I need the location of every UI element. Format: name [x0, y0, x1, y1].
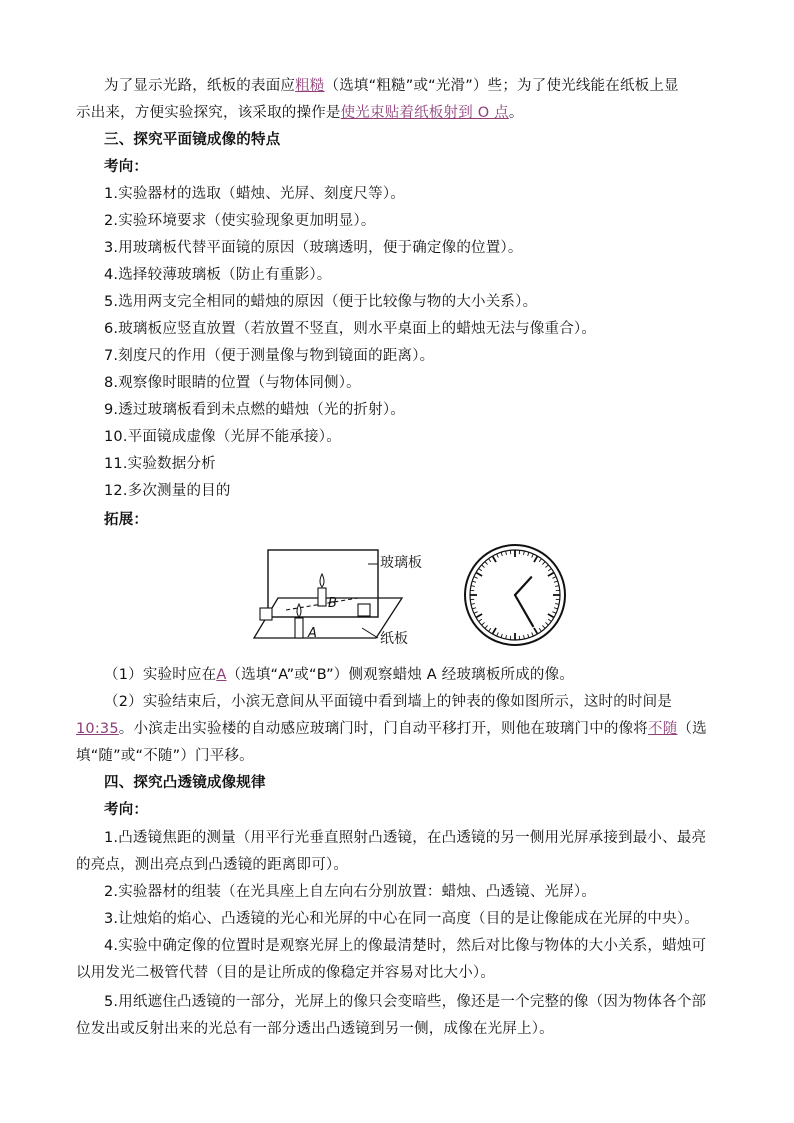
- question-1: （1）实验时应在A（选填“A”或“B”）侧观察蜡烛 A 经玻璃板所成的像。: [104, 667, 575, 683]
- section3-item: 7.刻度尺的作用（便于测量像与物到镜面的距离）。: [104, 348, 435, 364]
- section3-item: 1.实验器材的选取（蜡烛、光屏、刻度尺等）。: [104, 186, 405, 202]
- label-candle-b: B: [328, 596, 337, 611]
- section3-item: 3.用玻璃板代替平面镜的原因（玻璃透明，便于确定像的位置）。: [104, 240, 523, 256]
- answer-side-a: A: [216, 667, 227, 683]
- section4-title: 四、探究凸透镜成像规律: [104, 775, 266, 791]
- section3-title: 三、探究平面镜成像的特点: [104, 132, 281, 148]
- section3-tuozhan: 拓展：: [104, 512, 149, 528]
- answer-not-move: 不随: [648, 721, 678, 737]
- section4-item: 以用发光二极管代替（目的是让所成的像稳定并容易对比大小）。: [76, 965, 496, 981]
- section3-item: 4.选择较薄玻璃板（防止有重影）。: [104, 267, 332, 283]
- section4-item: 2.实验器材的组装（在光具座上自左向右分别放置：蜡烛、凸透镜、光屏）。: [104, 884, 597, 900]
- section4-item: 1.凸透镜焦距的测量（用平行光垂直照射凸透镜，在凸透镜的另一侧用光屏承接到最小、最亮: [104, 830, 707, 846]
- section3-item: 2.实验环境要求（使实验现象更加明显）。: [104, 213, 376, 229]
- clock-figure: [463, 543, 567, 647]
- section4-item: 3.让烛焰的焰心、凸透镜的光心和光屏的中心在同一高度（目的是让像能成在光屏的中央）。: [104, 911, 699, 927]
- section3-item: 11.实验数据分析: [104, 456, 216, 472]
- answer-rough: 粗糙: [295, 78, 325, 94]
- question-2-line-1: （2）实验结束后，小滨无意间从平面镜中看到墙上的钟表的像如图所示，这时的时间是: [104, 694, 673, 710]
- section3-item: 9.透过玻璃板看到未点燃的蜡烛（光的折射）。: [104, 402, 405, 418]
- section4-item: 5.用纸遮住凸透镜的一部分，光屏上的像只会变暗些，像还是一个完整的像（因为物体各个部: [104, 994, 707, 1010]
- section4-item: 的亮点，测出亮点到凸透镜的距离即可）。: [76, 857, 349, 873]
- intro-line-1: 为了显示光路，纸板的表面应粗糙（选填“粗糙”或“光滑”）些；为了使光线能在纸板上显: [104, 78, 679, 94]
- section3-item: 8.观察像时眼睛的位置（与物体同侧）。: [104, 375, 361, 391]
- section4-item: 位发出或反射出来的光总有一部分透出凸透镜到另一侧，成像在光屏上）。: [76, 1021, 554, 1037]
- section4-item: 4.实验中确定像的位置时是观察光屏上的像最清楚时，然后对比像与物体的大小关系，蜡烛可: [104, 938, 707, 954]
- answer-time: 10:35: [76, 721, 119, 737]
- section3-item: 6.玻璃板应竖直放置（若放置不竖直，则水平桌面上的蜡烛无法与像重合）。: [104, 321, 597, 337]
- intro-line-2: 示出来，方便实验探究，该采取的操作是使光束贴着纸板射到 O 点。: [76, 105, 524, 121]
- section4-kaoxiang: 考向：: [104, 802, 149, 818]
- label-paper-board: 纸板: [380, 631, 408, 647]
- question-2-line-3: 填“随”或“不随”）门平移。: [76, 748, 254, 764]
- label-candle-a: A: [308, 626, 317, 641]
- label-glass-plate: 玻璃板: [380, 555, 422, 571]
- section3-item: 5.选用两支完全相同的蜡烛的原因（便于比较像与物的大小关系）。: [104, 294, 538, 310]
- section3-kaoxiang: 考向：: [104, 159, 149, 175]
- question-2-line-2: 10:35。小滨走出实验楼的自动感应玻璃门时，门自动平移打开，则他在玻璃门中的像将不随（选: [76, 721, 707, 737]
- section3-item: 12.多次测量的目的: [104, 483, 231, 499]
- section3-item: 10.平面镜成虚像（光屏不能承接）。: [104, 429, 341, 445]
- answer-light-path: 使光束贴着纸板射到 O 点: [340, 105, 509, 121]
